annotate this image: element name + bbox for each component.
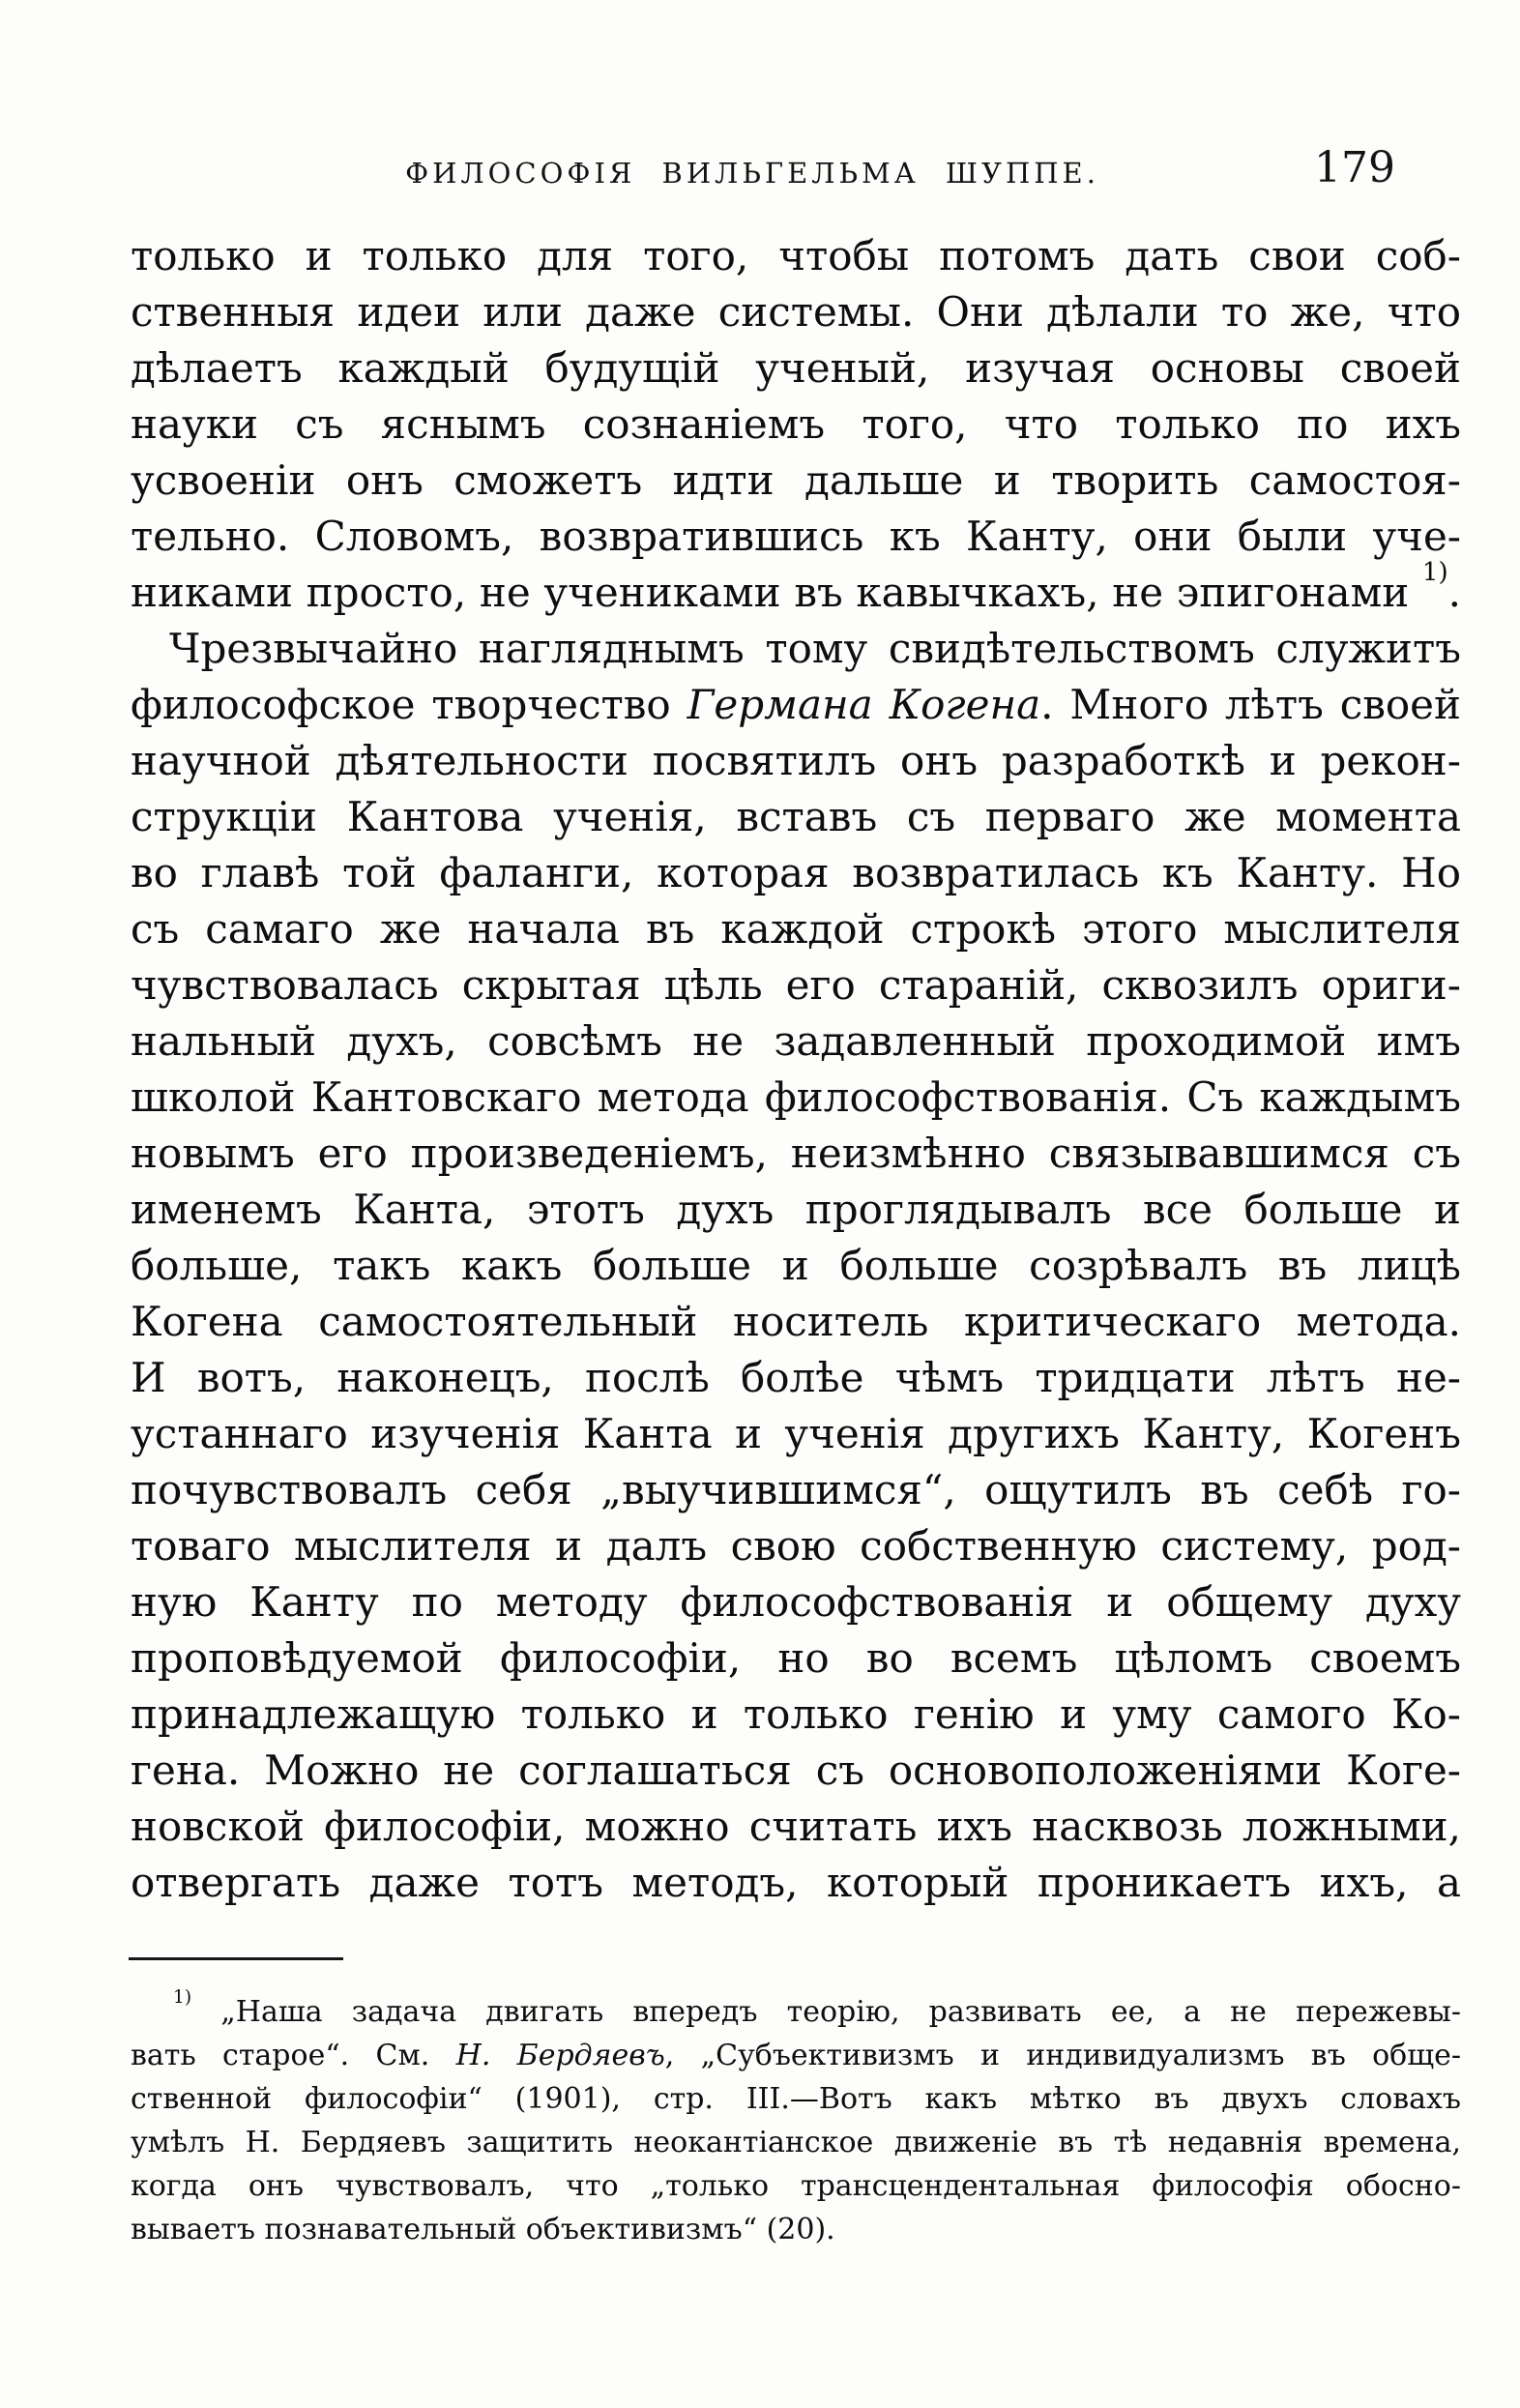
paragraph-1: [131, 228, 1461, 621]
text-segment: „Наша задача двигать впередъ теорію, развивать ее, а не пережевы-: [191, 1995, 1461, 2029]
footnote-line: [131, 1986, 1461, 2034]
running-title: ФИЛОСОФІЯ ВИЛЬГЕЛЬМА ШУППЕ.: [405, 157, 1099, 190]
text-line: струкціи Кантова ученія, вставъ съ перваго же момента: [131, 793, 1461, 840]
footnote-line: когда онъ чувствовалъ, что „только трансцендентальная философія обосно-: [131, 2169, 1461, 2203]
text-line: дѣлаетъ каждый будущій ученый, изучая основы своей: [131, 344, 1461, 392]
footnote-line: ственной философіи“ (1901), стр. III.—Вотъ какъ мѣтко въ двухъ словахъ: [131, 2082, 1461, 2116]
text-line: чувствовалась скрытая цѣль его стараній, сквозилъ ориги-: [131, 961, 1461, 1009]
italic-person-name: Н. Бердяевъ: [455, 2039, 665, 2072]
body-text: [131, 228, 1461, 1911]
text-line: товаго мыслителя и далъ свою собственную систему, род-: [131, 1522, 1461, 1570]
text-line: проповѣдуемой философіи, но во всемъ цѣломъ своемъ: [131, 1634, 1461, 1682]
text-segment: .: [1447, 569, 1461, 616]
text-segment: вать старое“. См.: [131, 2039, 456, 2072]
footnote: [131, 1986, 1461, 2251]
text-line: науки съ яснымъ сознаніемъ того, что только по ихъ: [131, 400, 1461, 448]
page-number: 179: [1314, 143, 1395, 192]
footnote-line: [131, 2034, 1461, 2077]
footnote-line: вываетъ познавательный объективизмъ“ (20).: [131, 2213, 835, 2246]
text-line: научной дѣятельности посвятилъ онъ разработкѣ и рекон-: [131, 737, 1461, 784]
text-segment: . Много лѣтъ своей: [1040, 681, 1462, 728]
footnote-marker: 1): [173, 1986, 192, 2008]
text-line: отвергать даже тотъ методъ, который проникаетъ ихъ, а: [131, 1859, 1461, 1906]
text-line: почувствовалъ себя „выучившимся“, ощутилъ въ себѣ го-: [131, 1466, 1461, 1513]
text-line: больше, такъ какъ больше и больше созрѣвалъ въ лицѣ: [131, 1242, 1461, 1289]
text-line: Когена самостоятельный носитель критическаго метода.: [131, 1298, 1461, 1345]
text-line: ную Канту по методу философствованія и общему духу: [131, 1578, 1461, 1626]
page-header: [131, 143, 1461, 211]
text-line: во главѣ той фаланги, которая возвратилась къ Канту. Но: [131, 849, 1461, 896]
text-line: Чрезвычайно нагляднымъ тому свидѣтельствомъ служитъ: [169, 625, 1461, 672]
text-line: новымъ его произведеніемъ, неизмѣнно связывавшимся съ: [131, 1130, 1461, 1177]
text-line: [131, 677, 1461, 733]
text-line: устаннаго изученія Канта и ученія другихъ Канту, Когенъ: [131, 1410, 1461, 1457]
footnote-separator: [129, 1957, 343, 1960]
text-line: новской философіи, можно считать ихъ насквозь ложными,: [131, 1803, 1461, 1850]
text-segment: никами просто, не учениками въ кавычкахъ, не эпигонами: [131, 569, 1422, 616]
footnote-reference-marker: 1): [1421, 558, 1448, 588]
text-line: только и только для того, чтобы потомъ дать свои соб-: [131, 232, 1461, 279]
text-segment: философское творчество: [131, 681, 687, 728]
text-line: принадлежащую только и только генію и уму самого Ко-: [131, 1690, 1461, 1738]
text-line: школой Кантовскаго метода философствованія. Съ каждымъ: [131, 1073, 1461, 1121]
text-line: [131, 558, 1461, 621]
text-line: усвоеніи онъ сможетъ идти дальше и творить самостоя-: [131, 456, 1461, 504]
text-segment: , „Субъективизмъ и индивидуализмъ въ обще-: [664, 2039, 1461, 2072]
italic-person-name: Германа Когена: [687, 681, 1041, 728]
text-line: съ самаго же начала въ каждой строкѣ этого мыслителя: [131, 905, 1461, 953]
text-line: ственныя идеи или даже системы. Они дѣлали то же, что: [131, 288, 1461, 336]
text-line: тельно. Словомъ, возвратившись къ Канту, они были уче-: [131, 513, 1461, 560]
text-line: нальный духъ, совсѣмъ не задавленный проходимой имъ: [131, 1017, 1461, 1065]
paragraph-2: [131, 621, 1461, 1911]
footnote-line: умѣлъ Н. Бердяевъ защитить неокантіанское движеніе въ тѣ недавнія времена,: [131, 2126, 1461, 2159]
text-line: гена. Можно не соглашаться съ основоположеніями Коге-: [131, 1747, 1461, 1794]
text-line: И вотъ, наконецъ, послѣ болѣе чѣмъ тридцати лѣтъ не-: [131, 1354, 1461, 1401]
text-line: именемъ Канта, этотъ духъ проглядывалъ все больше и: [131, 1186, 1461, 1233]
